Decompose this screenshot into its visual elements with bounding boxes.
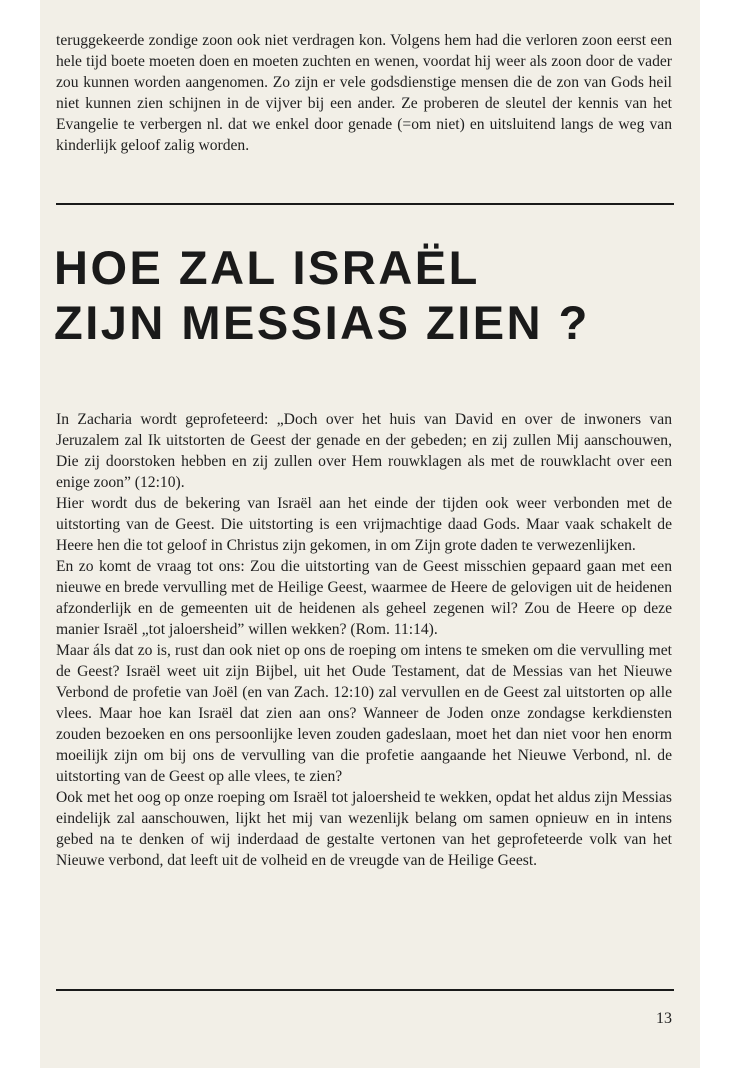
page bbox=[40, 0, 700, 1068]
article-paragraph-2: Hier wordt dus de bekering van Israël aan het einde der tijden ook weer verbonden met de uitstorting van de Geest. Die uitstorting is een vrijmachtige daad Gods. Maar vaak schakelt de Heere hen die tot geloof in Christus zijn gekomen, in om Zijn grote daden te verwezenlijken. bbox=[56, 495, 672, 554]
article-body bbox=[56, 409, 672, 871]
heading-line-1: HOE ZAL ISRAËL bbox=[54, 241, 480, 294]
article-paragraph-4: Maar áls dat zo is, rust dan ook niet op ons de roeping om intens te smeken om die vervulling met de Geest? Israël weet uit zijn Bijbel, uit het Oude Testament, dat de Messias van het Nieuwe Verbond de profetie van Joël (en van Zach. 12:10) zal vervullen en de Geest zal uitstorten op alle vlees. Maar hoe kan Israël dat zien aan ons? Wanneer de Joden onze zondagse kerkdiensten zouden bezoeken en ons persoonlijke leven zouden gadeslaan, moet het dan niet voor hen enorm moeilijk zijn om bij ons de vervulling van die profetie aangaande het Nieuwe Verbond, nl. de uitstorting van de Geest op alle vlees, te zien? bbox=[56, 642, 672, 785]
page-number: 13 bbox=[656, 1010, 672, 1027]
intro-paragraph: teruggekeerde zondige zoon ook niet verdragen kon. Volgens hem had die verloren zoon eerst een hele tijd boete moeten doen en moeten zuchten en wenen, voordat hij weer als zoon door de vader zou kunnen worden aangenomen. Zo zijn er vele godsdienstige mensen die de zon van Gods heil niet kunnen zien schijnen in de vijver bij een ander. Ze proberen de sleutel der kennis van het Evangelie te verbergen nl. dat we enkel door genade (=om niet) en uitsluitend langs de weg van kinderlijk geloof zalig worden. bbox=[56, 32, 672, 154]
article-paragraph-3: En zo komt de vraag tot ons: Zou die uitstorting van de Geest misschien gepaard gaan met een nieuwe en brede vervulling met de Heilige Geest, waarmee de Heere de gelovigen uit de heidenen afzonderlijk en de gemeenten uit de heidenen als geheel zegenen wil? Zou de Heere op deze manier Israël „tot jaloersheid” willen wekken? (Rom. 11:14). bbox=[56, 558, 672, 638]
heading-line-2: ZIJN MESSIAS ZIEN ? bbox=[54, 296, 590, 349]
article-paragraph-1: In Zacharia wordt geprofeteerd: „Doch over het huis van David en over de inwoners van Jeruzalem zal Ik uitstorten de Geest der genade en der gebeden; en zij zullen Mij aanschouwen, Die zij doorstoken hebben en zij zullen over Hem rouwklagen als met de rouwklacht over een enige zoon” (12:10). bbox=[56, 411, 672, 491]
article-heading bbox=[54, 240, 684, 350]
article-paragraph-5: Ook met het oog op onze roeping om Israël tot jaloersheid te wekken, opdat het aldus zijn Messias eindelijk zal aanschouwen, lijkt het mij van wezenlijk belang om samen opnieuw en in intens gebed na te denken of wij inderdaad de gestalte vertonen van het geprofeteerde volk van het Nieuwe verbond, dat leeft uit de volheid en de vreugde van de Heilige Geest. bbox=[56, 789, 672, 869]
bottom-divider bbox=[56, 989, 674, 991]
top-divider bbox=[56, 203, 674, 205]
intro-section bbox=[56, 30, 672, 156]
